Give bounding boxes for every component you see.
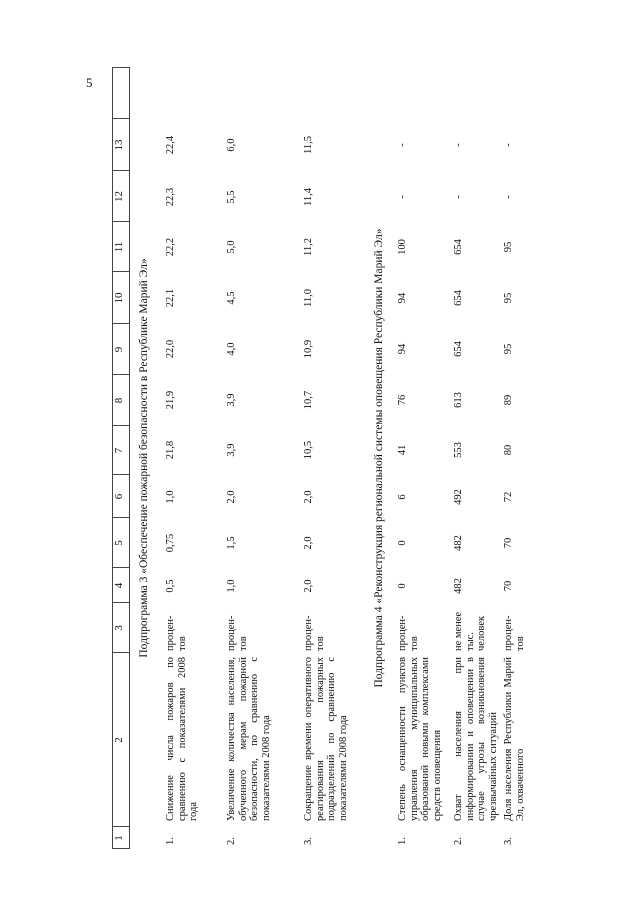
header-col-1: 1	[113, 835, 125, 841]
row-description: Доля населения Республики Марий Эл, охваченного	[503, 657, 526, 821]
row-number: 3.	[503, 837, 514, 845]
rotated-table	[112, 67, 525, 849]
row-unit: процен-тов	[226, 615, 249, 651]
value-col-8: 76	[397, 394, 408, 406]
value-col-13: -	[453, 143, 464, 147]
value-col-13: 22,4	[165, 135, 176, 155]
header-col-5: 5	[113, 540, 125, 546]
header-col-6: 6	[113, 493, 125, 500]
value-col-7: 80	[503, 444, 514, 456]
page-number: 5	[86, 75, 93, 90]
value-col-6: 2,0	[303, 490, 314, 504]
value-col-11: 100	[397, 239, 408, 255]
value-col-5: 482	[453, 535, 464, 551]
value-col-8: 3,9	[226, 393, 237, 407]
value-col-6: 492	[453, 489, 464, 505]
value-col-10: 94	[397, 292, 408, 304]
value-col-6: 1,0	[165, 490, 176, 504]
row-unit: процен-тов	[165, 615, 188, 651]
value-col-11: 95	[503, 241, 514, 253]
row-description: Степень оснащенности пунктов управления муниципальных образований новыми комплексами средств оповещения	[397, 657, 443, 821]
value-col-13: -	[397, 143, 408, 147]
row-unit: процен-тов	[303, 615, 326, 651]
value-col-11: 5,0	[226, 240, 237, 254]
value-col-7: 3,9	[226, 443, 237, 457]
row-description: Снижение числа пожаров по сравнению с показателями 2008 года	[165, 657, 199, 821]
value-col-11: 11,2	[303, 238, 314, 256]
value-col-4: 482	[453, 578, 464, 594]
row-description: Сокращение времени оперативного реагирования пожарных подразделений по сравнению с показателями 2008 года	[303, 657, 349, 821]
row-unit: процен-тов	[503, 615, 526, 651]
value-col-12: -	[453, 195, 464, 199]
value-col-10: 654	[453, 290, 464, 306]
header-col-11: 11	[113, 241, 125, 253]
value-col-10: 4,5	[226, 291, 237, 305]
row-unit: процен-тов	[397, 615, 420, 651]
section-title-subprogram-3: Подпрограмма 3 «Обеспечение пожарной безопасности в Республике Марий Эл»	[138, 258, 150, 658]
value-col-10: 22,1	[165, 288, 176, 308]
header-col-9: 9	[113, 346, 125, 353]
row-description: Охват населения при информировании и оповещении в случае угрозы возникновения чрезвычайных ситуаций	[453, 657, 499, 821]
value-col-12: 22,3	[165, 187, 176, 207]
header-col-10: 10	[113, 292, 125, 304]
value-col-9: 4,0	[226, 342, 237, 356]
value-col-12: 5,5	[226, 190, 237, 204]
row-number: 2.	[226, 837, 237, 845]
value-col-12: -	[397, 195, 408, 199]
value-col-5: 1,5	[226, 536, 237, 550]
value-col-7: 41	[397, 444, 408, 456]
row-number: 1.	[165, 837, 176, 845]
value-col-13: 11,5	[303, 136, 314, 154]
value-col-7: 10,5	[303, 440, 314, 460]
value-col-6: 6	[397, 494, 408, 500]
value-col-5: 2,0	[303, 536, 314, 550]
value-col-4: 70	[503, 580, 514, 592]
table-top-border	[112, 67, 113, 849]
value-col-9: 94	[397, 343, 408, 355]
section-title-subprogram-4: Подпрограмма 4 «Реконструкция региональной системы оповещения Республики Марий Эл»	[373, 228, 385, 688]
value-col-8: 89	[503, 394, 514, 406]
row-description: Увеличение количества населения, обученного мерам пожарной безопасности, по сравнению с показателями 2008 года	[226, 657, 272, 821]
value-col-5: 0,75	[165, 533, 176, 553]
value-col-4: 0	[397, 583, 408, 589]
value-col-7: 21,8	[165, 440, 176, 460]
value-col-8: 613	[453, 392, 464, 408]
row-number: 3.	[303, 837, 314, 845]
header-col-7: 7	[113, 447, 125, 454]
header-bottom-border	[129, 67, 130, 849]
header-col-13: 13	[113, 139, 125, 151]
value-col-9: 654	[453, 341, 464, 357]
row-unit: не менее тыс. человек	[453, 611, 487, 651]
value-col-4: 0,5	[165, 579, 176, 593]
header-col-12: 12	[113, 191, 125, 202]
header-col-8: 8	[113, 397, 125, 404]
column-divider	[112, 67, 129, 68]
value-col-10: 95	[503, 292, 514, 304]
value-col-10: 11,0	[303, 289, 314, 307]
value-col-9: 10,9	[303, 339, 314, 359]
value-col-8: 21,9	[165, 390, 176, 410]
value-col-4: 2,0	[303, 579, 314, 593]
value-col-12: 11,4	[303, 188, 314, 206]
row-number: 2.	[453, 837, 464, 845]
value-col-7: 553	[453, 442, 464, 458]
header-col-4: 4	[113, 582, 125, 589]
value-col-12: -	[503, 195, 514, 199]
value-col-8: 10,7	[303, 390, 314, 410]
value-col-13: 6,0	[226, 138, 237, 152]
value-col-4: 1,0	[226, 579, 237, 593]
value-col-9: 22,0	[165, 339, 176, 359]
value-col-5: 0	[397, 540, 408, 546]
row-number: 1.	[397, 837, 408, 845]
value-col-6: 2,0	[226, 490, 237, 504]
value-col-13: -	[503, 143, 514, 147]
header-col-2: 2	[113, 737, 125, 743]
value-col-11: 654	[453, 239, 464, 255]
value-col-11: 22,2	[165, 237, 176, 257]
header-col-3: 3	[113, 625, 125, 631]
value-col-9: 95	[503, 343, 514, 355]
value-col-5: 70	[503, 537, 514, 549]
value-col-6: 72	[503, 491, 514, 503]
